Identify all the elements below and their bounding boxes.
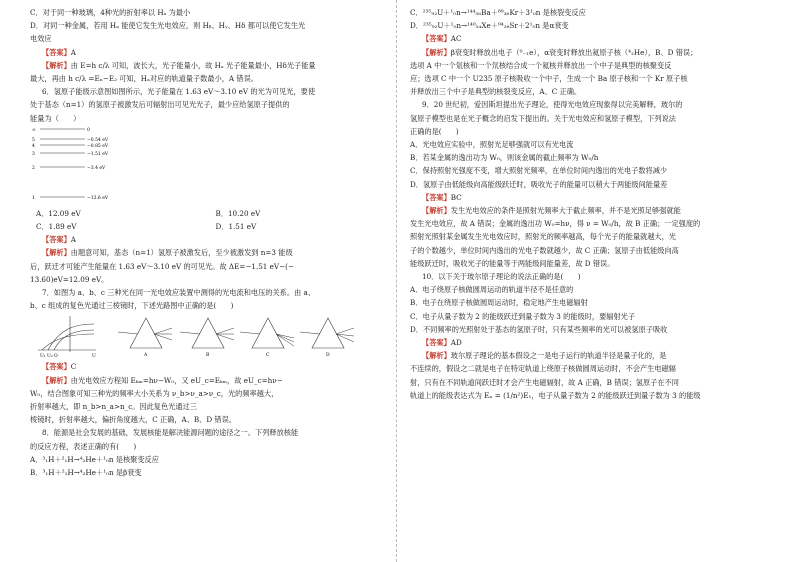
q8-line-1: 8．能源是社会发展的基础，发展核能是解决能源问题的途径之一。下列释放核能 bbox=[42, 428, 299, 438]
answer-tag: 【答案】 bbox=[422, 34, 451, 44]
q6-answer: 【答案】A bbox=[42, 235, 76, 245]
q8-explanation-3: 应；选项 C 中一个 U235 原子核吸收一个中子，生成一个 Ba 原子核和一个 Kr 原子核 bbox=[410, 74, 688, 84]
answer-tag: 【答案】 bbox=[42, 235, 71, 245]
q7-figure bbox=[30, 314, 385, 358]
q9-answer: 【答案】BC bbox=[422, 192, 462, 202]
q10-explanation-4: 轨道上的能级表达式为 Eₙ = (1/n²)E₁，电子从量子数为 2 的能级跃迁到量子数为 3 的能级 bbox=[410, 390, 701, 400]
level-n: 4 bbox=[32, 143, 35, 149]
q6-option-c: C．1.89 eV bbox=[36, 222, 77, 232]
explanation-tag: 【解析】 bbox=[422, 206, 451, 216]
q5-answer: 【答案】A bbox=[42, 47, 76, 57]
column-divider bbox=[396, 0, 397, 562]
q5-option-d-cont: 电效应 bbox=[30, 34, 52, 44]
q6-option-a: A．12.09 eV bbox=[36, 208, 81, 218]
prism-b bbox=[180, 318, 234, 358]
explanation-tag: 【解析】 bbox=[422, 47, 451, 57]
prism-a bbox=[118, 318, 172, 358]
q8-explanation-2: 选项 A 中一个氚核和一个氘核结合成一个氦核并释放出一个中子是典型的核聚变反 bbox=[410, 60, 672, 70]
answer-tag: 【答案】 bbox=[422, 192, 451, 202]
q9-option-b: B．若某金属的逸出功为 W₀，则该金属的截止频率为 W₀/h bbox=[410, 153, 599, 163]
q10-option-b: B．电子在绕原子核做圆周运动时，稳定地产生电磁辐射 bbox=[410, 298, 588, 308]
q6-option-d: D．1.51 eV bbox=[215, 222, 257, 232]
q8-option-b: B．³₁H＋²₁H→⁴₂He＋¹₀n 是β衰变 bbox=[30, 468, 142, 478]
energy-level-diagram bbox=[30, 127, 385, 205]
q5-option-d: D．对同一种金属，若用 Hₐ 能使它发生光电效应，则 Hᵦ、Hᵧ、Hδ 都可以使它发生光 bbox=[30, 21, 306, 31]
q5-explanation-1: 【解析】由 E=h c/λ 可知，波长大，光子能量小，故 Hₐ 光子能量最小，Hδ光子能量 bbox=[42, 60, 316, 70]
svg-text:C: C bbox=[266, 353, 270, 359]
level-energy: −0.85 eV bbox=[87, 143, 109, 149]
q10-option-d: D．不同频率的光照射处于基态的氢原子时，只有某些频率的光可以被氢原子吸收 bbox=[410, 324, 668, 334]
q9-explanation-5: 能级跃迁时，吸收光子的能量等于两能级间能量差，故 D 错误。 bbox=[410, 258, 615, 268]
q8-option-d: D．²³⁵₉₂U＋¹₀n→¹⁴⁰₅₄Xe＋⁹⁴₃₈Sr＋2¹₀n 是α衰变 bbox=[410, 21, 569, 31]
q9-line-3: 正确的是( ) bbox=[410, 126, 459, 136]
q9-explanation-4: 子的个数越少，单位时间内逸出的光电子数就越少，故 C 正确；氢原子由低能级向高 bbox=[410, 245, 679, 255]
prism-d bbox=[300, 318, 354, 358]
q10-line-1: 10．以下关于玻尔原子理论的说法正确的是( ) bbox=[422, 272, 581, 282]
q7-line-1: 7．如图为 a、b、c 三种光在同一光电效应装置中测得的光电流和电压的关系。由 a、 bbox=[42, 288, 316, 298]
left-column bbox=[30, 6, 385, 479]
q6-explanation-2: 后，跃迁才可能产生能量在 1.63 eV～3.10 eV 的可见光。故 ΔE=−1.51 eV−(− bbox=[30, 261, 294, 271]
level-n: 3 bbox=[32, 151, 35, 157]
svg-text:A: A bbox=[144, 353, 148, 359]
level-energy: −1.51 eV bbox=[87, 151, 109, 157]
q7-explanation-2: W₀，结合图象可知三种光的频率大小关系为 ν_b>ν_a>ν_c，光的频率越大， bbox=[30, 388, 279, 398]
q9-explanation-3: 照射光照射某金属发生光电效应时，照射光的频率越高，每个光子的能量就越大，光 bbox=[410, 232, 676, 242]
svg-text:B: B bbox=[206, 353, 210, 359]
level-energy: −3.4 eV bbox=[87, 165, 106, 171]
q7-figure-svg bbox=[30, 314, 360, 358]
explanation-tag: 【解析】 bbox=[42, 375, 71, 385]
q9-explanation-1: 【解析】发生光电效应的条件是照射光频率大于截止频率，并不是光照足够强就能 bbox=[422, 206, 681, 216]
level-n: ∞ bbox=[32, 127, 36, 133]
q10-explanation-2: 不连续的，假设之二就是电子在特定轨道上绕原子核做圆周运动时，不会产生电磁辐 bbox=[410, 364, 676, 374]
answer-tag: 【答案】 bbox=[422, 338, 451, 348]
q6-option-b: B．10.20 eV bbox=[215, 208, 261, 218]
answer-tag: 【答案】 bbox=[42, 362, 71, 372]
q8-option-a: A．³₁H＋²₁H→⁴₂He＋¹₀n 是核聚变反应 bbox=[30, 454, 159, 464]
explanation-tag: 【解析】 bbox=[42, 60, 71, 70]
q10-answer: 【答案】AD bbox=[422, 338, 462, 348]
q9-line-1: 9．20 世纪初，爱因斯坦提出光子理论，使得光电效应现象得以完美解释，玻尔的 bbox=[422, 100, 683, 110]
q10-explanation-1: 【解析】玻尔原子理论的基本假设之一是电子运行的轨道半径是量子化的，是 bbox=[422, 351, 667, 361]
q7-line-2: b、c 组成的复色光通过三棱镜时，下述光路图中正确的是( ) bbox=[30, 301, 234, 311]
level-energy: −13.6 eV bbox=[87, 195, 109, 201]
level-n: 2 bbox=[32, 165, 35, 171]
q9-option-c: C．保持照射光强度不变，增大照射光频率，在单位时间内逸出的光电子数将减少 bbox=[410, 166, 668, 176]
right-column bbox=[410, 6, 765, 402]
q7-answer: 【答案】C bbox=[42, 362, 77, 372]
q6-explanation-1: 【解析】由题意可知，基态（n=1）氢原子被激发后，至少被激发到 n=3 能级 bbox=[42, 248, 293, 258]
svg-text:D: D bbox=[326, 353, 330, 359]
q6-line-1: 6．氢原子能级示意图如图所示，光子能量在 1.63 eV～3.10 eV 的光为可见光，要使 bbox=[42, 87, 316, 97]
q7-explanation-1: 【解析】由光电效应方程知 Eₖₘ=hν−W₀，又 eU_c=Eₖₘ，故 eU_c=hν− bbox=[42, 375, 283, 385]
q5-explanation-2: 最大，再由 h c/λ =Eₙ−E₂ 可知，Hₐ对应的轨道量子数最小，A 错误。 bbox=[30, 74, 258, 84]
q10-explanation-3: 射，只有在不同轨道间跃迁时才会产生电磁辐射，故 A 正确，B 错误；氢原子在不同 bbox=[410, 377, 679, 387]
level-energy: −0.54 eV bbox=[87, 137, 109, 143]
level-n: 5 bbox=[32, 137, 35, 143]
q9-line-2: 氢原子模型也是在光子概念的启发下提出的。关于光电效应和氢原子模型，下列说法 bbox=[410, 113, 676, 123]
level-n: 1 bbox=[32, 195, 35, 201]
iv-axis-u: U bbox=[92, 354, 96, 359]
q6-options-row-1 bbox=[30, 207, 385, 220]
q7-explanation-3: 折射率越大，即 n_b>n_a>n_c。因此复色光通过三 bbox=[30, 402, 197, 412]
q9-option-d: D．氢原子由低能级向高能级跃迁时，吸收光子的能量可以稍大于两能级间能量差 bbox=[410, 179, 668, 189]
q10-option-c: C．电子从量子数为 2 的能级跃迁到量子数为 3 的能级时，要辐射光子 bbox=[410, 311, 636, 321]
iv-axis-labels: U₁ U₂ O bbox=[40, 354, 58, 359]
q9-explanation-2: 发生光电效应，故 A 错误；金属的逸出功 W₀=hν，得 ν = W₀/h，故 B 正确；一定强度的 bbox=[410, 219, 701, 229]
q9-option-a: A．光电效应实验中，照射光足够强就可以有光电流 bbox=[410, 140, 574, 150]
prism-c bbox=[240, 318, 294, 358]
q6-line-3: 能量为（ ） bbox=[30, 113, 81, 123]
q8-explanation-4: 并释放出三个中子是典型的核裂变反应，A、C 正确。 bbox=[410, 87, 582, 97]
q8-option-c: C．²³⁵₉₂U＋¹₀n→¹⁴⁴₅₆Ba＋⁸⁹₃₆Kr＋3¹₀n 是核裂变反应 bbox=[410, 8, 586, 17]
q6-options-row-2 bbox=[30, 220, 385, 233]
explanation-tag: 【解析】 bbox=[42, 248, 71, 258]
q7-explanation-4: 棱镜时，折射率越大，偏折角度越大，C 正确，A、B、D 错误。 bbox=[30, 415, 236, 425]
answer-tag: 【答案】 bbox=[42, 47, 71, 57]
q6-line-2: 处于基态（n=1）的氢原子被激发后可辐射出可见光光子，最少应给氢原子提供的 bbox=[30, 100, 290, 110]
q5-option-c: C．对于同一种玻璃，4种光的折射率以 Hₐ 为最小 bbox=[30, 8, 191, 17]
q8-answer: 【答案】AC bbox=[422, 34, 462, 44]
q6-explanation-3: 13.60)eV=12.09 eV。 bbox=[30, 274, 109, 284]
energy-level-svg bbox=[30, 127, 120, 203]
q10-option-a: A．电子绕原子核做圆周运动的轨道半径不是任意的 bbox=[410, 285, 574, 295]
q8-explanation-1: 【解析】β衰变时释放出电子（⁰₋₁e），α衰变时释放出氦原子核（⁴₂He），B、D 错误； bbox=[422, 47, 698, 57]
level-energy: 0 bbox=[87, 127, 90, 133]
explanation-tag: 【解析】 bbox=[422, 351, 451, 361]
q8-line-2: 的反应方程，表述正确的有( ) bbox=[30, 441, 137, 451]
